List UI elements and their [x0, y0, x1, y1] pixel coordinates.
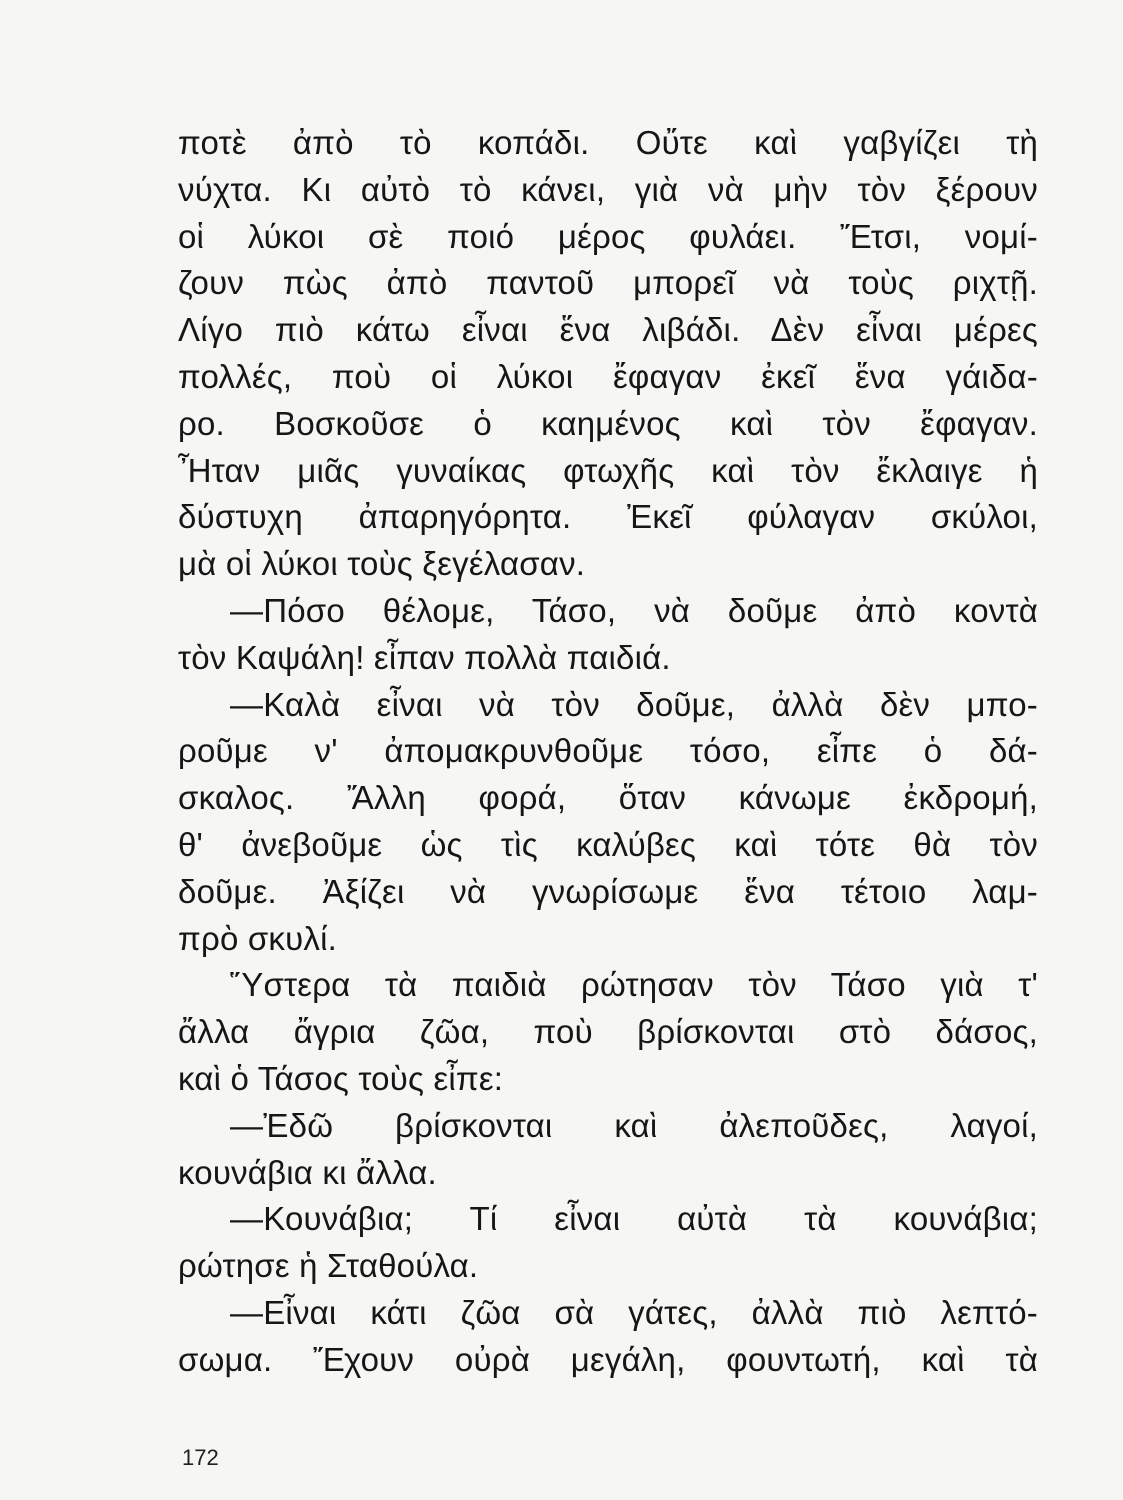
- text-line: ζουν πὼς ἀπὸ παντοῦ μπορεῖ νὰ τοὺς ριχτῇ.: [178, 264, 1038, 302]
- text-line: τὸν Καψάλη! εἶπαν πολλὰ παιδιά.: [178, 638, 671, 676]
- text-line: θ' ἀνεβοῦμε ὡς τὶς καλύβες καὶ τότε θὰ τὸν: [178, 825, 1038, 863]
- text-line: μὰ οἱ λύκοι τοὺς ξεγέλασαν.: [178, 545, 586, 583]
- text-line: δοῦμε. Ἀξίζει νὰ γνωρίσωμε ἕνα τέτοιο λαμ-: [178, 872, 1038, 910]
- text-line: —Πόσο θέλομε, Τάσο, νὰ δοῦμε ἀπὸ κοντὰ: [230, 591, 1038, 629]
- text-line: Ἦταν μιᾶς γυναίκας φτωχῆς καὶ τὸν ἔκλαιγε ἡ: [178, 451, 1038, 489]
- text-line: ρώτησε ἡ Σταθούλα.: [178, 1247, 479, 1285]
- text-line: ροῦμε ν' ἀπομακρυνθοῦμε τόσο, εἶπε ὁ δά-: [178, 732, 1038, 770]
- text-line: καὶ ὁ Τάσος τοὺς εἶπε:: [178, 1059, 504, 1097]
- body-text: [178, 120, 1038, 1384]
- text-line: δύστυχη ἀπαρηγόρητα. Ἐκεῖ φύλαγαν σκύλοι,: [178, 498, 1038, 536]
- text-line: πρὸ σκυλί.: [178, 919, 337, 957]
- text-line: πολλές, ποὺ οἱ λύκοι ἔφαγαν ἐκεῖ ἕνα γάιδα-: [178, 357, 1038, 395]
- text-line: —Καλὰ εἶναι νὰ τὸν δοῦμε, ἀλλὰ δὲν μπο-: [230, 685, 1038, 723]
- text-line: ρο. Βοσκοῦσε ὁ καημένος καὶ τὸν ἔφαγαν.: [178, 404, 1038, 442]
- text-line: σκαλος. Ἄλλη φορά, ὅταν κάνωμε ἐκδρομή,: [178, 779, 1038, 817]
- text-line: Ὕστερα τὰ παιδιὰ ρώτησαν τὸν Τάσο γιὰ τ': [230, 966, 1038, 1004]
- text-line: Λίγο πιὸ κάτω εἶναι ἕνα λιβάδι. Δὲν εἶναι μέρες: [178, 311, 1038, 349]
- text-line: —Κουνάβια; Τί εἶναι αὐτὰ τὰ κουνάβια;: [230, 1200, 1038, 1238]
- text-line: οἱ λύκοι σὲ ποιό μέρος φυλάει. Ἔτσι, νομί-: [178, 217, 1038, 255]
- text-line: σωμα. Ἔχουν οὐρὰ μεγάλη, φουντωτή, καὶ τὰ: [178, 1340, 1038, 1378]
- text-line: ποτὲ ἀπὸ τὸ κοπάδι. Οὔτε καὶ γαβγίζει τὴ: [178, 124, 1038, 161]
- text-line: κουνάβια κι ἄλλα.: [178, 1153, 437, 1191]
- page-number: 172: [182, 1445, 219, 1470]
- text-line: νύχτα. Κι αὐτὸ τὸ κάνει, γιὰ νὰ μὴν τὸν ξέρουν: [178, 170, 1038, 208]
- text-line: ἄλλα ἄγρια ζῶα, ποὺ βρίσκονται στὸ δάσος,: [178, 1013, 1038, 1051]
- text-line: —Ἐδῶ βρίσκονται καὶ ἀλεποῦδες, λαγοί,: [230, 1106, 1038, 1144]
- text-line: —Εἶναι κάτι ζῶα σὰ γάτες, ἀλλὰ πιὸ λεπτό-: [230, 1293, 1038, 1331]
